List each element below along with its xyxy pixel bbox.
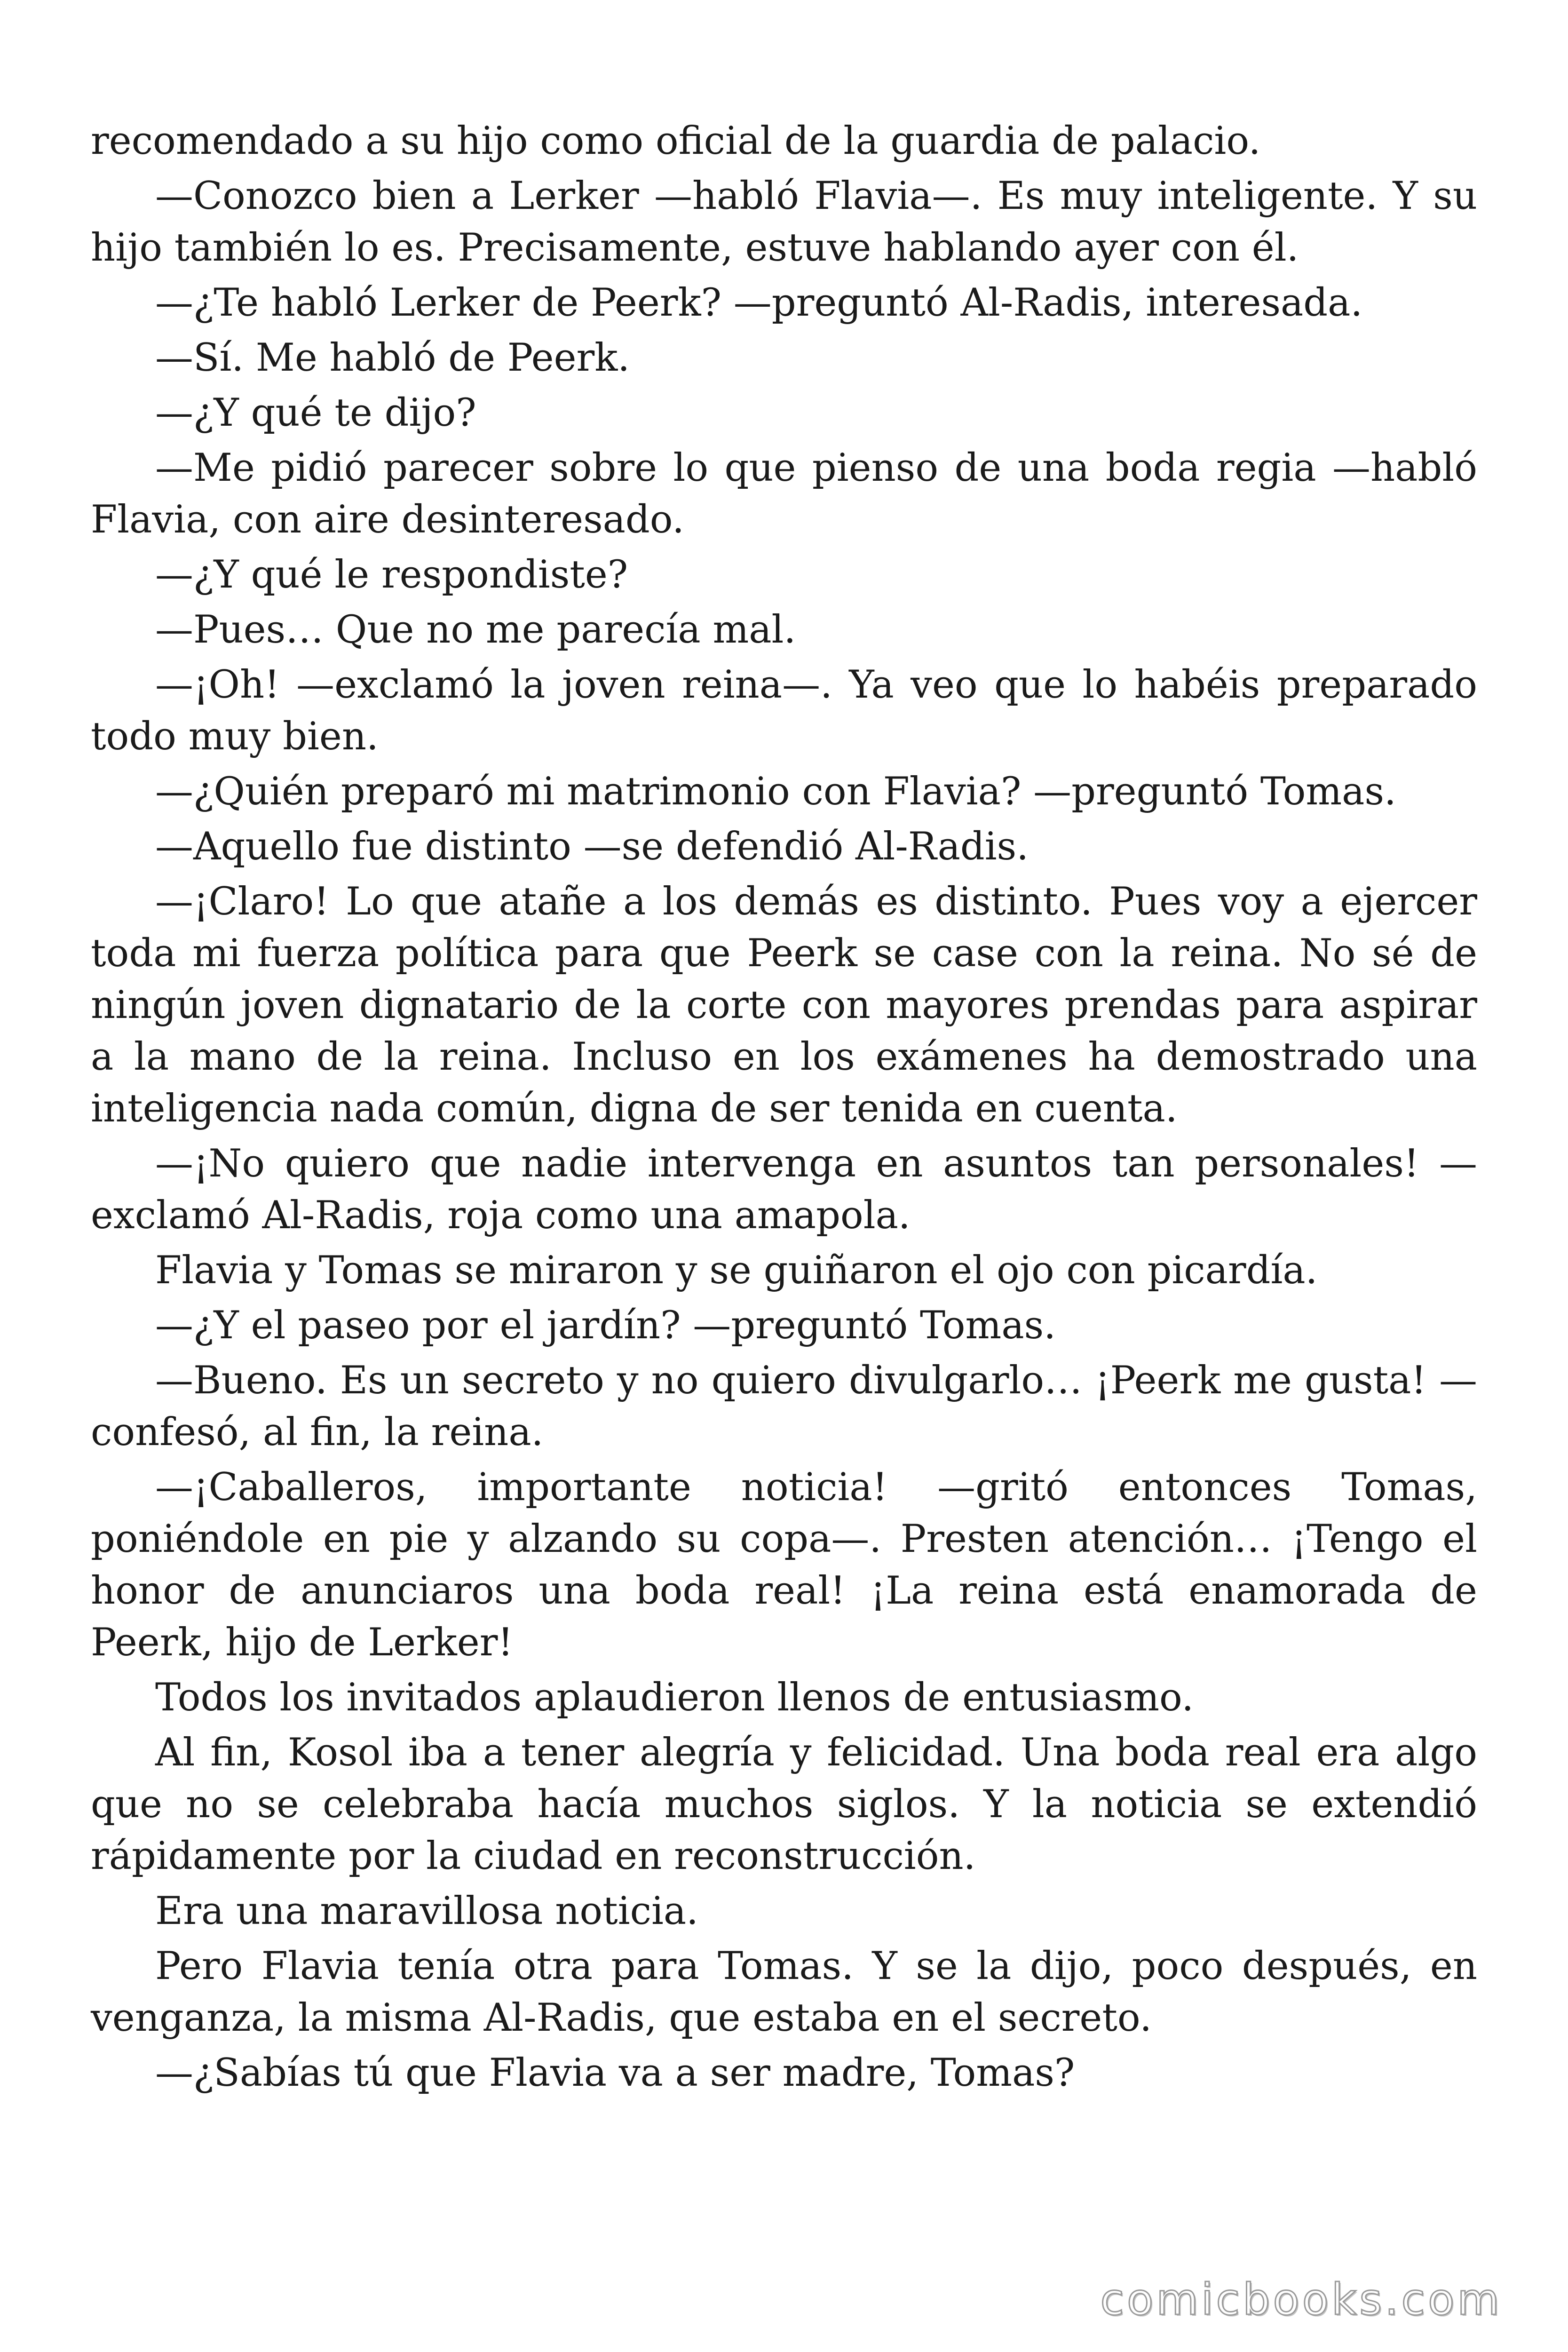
paragraph: —¿Te habló Lerker de Peerk? —preguntó Al-Radis, interesada. [155, 281, 1363, 325]
paragraph-continuation: recomendado a su hijo como oficial de la guardia de palacio. [91, 119, 1261, 163]
paragraph: —¡Caballeros, importante noticia! —gritó entonces Tomas, poniéndole en pie y alzando su copa—. Presten atención… ¡Tengo el honor de anunciaros una boda real! ¡La reina está enamorada de Peerk, hijo de Lerker! [91, 1465, 1477, 1665]
paragraph: —Bueno. Es un secreto y no quiero divulgarlo… ¡Peerk me gusta! —confesó, al fin, la reina. [91, 1359, 1477, 1454]
paragraph: Era una maravillosa noticia. [155, 1889, 698, 1933]
paragraph: —¿Y el paseo por el jardín? —preguntó Tomas. [155, 1303, 1056, 1348]
paragraph: Todos los invitados aplaudieron llenos de entusiasmo. [155, 1676, 1194, 1720]
paragraph: —Pues… Que no me parecía mal. [155, 608, 796, 652]
paragraph: —Conozco bien a Lerker —habló Flavia—. Es muy inteligente. Y su hijo también lo es. Precisamente, estuve hablando ayer con él. [91, 174, 1477, 270]
paragraph: —¿Y qué le respondiste? [155, 553, 628, 597]
body-text [91, 115, 1477, 2102]
paragraph: —Me pidió parecer sobre lo que pienso de una boda regia —habló Flavia, con aire desinteresado. [91, 446, 1477, 542]
paragraph: —¿Y qué te dijo? [155, 391, 476, 435]
paragraph: —¡Claro! Lo que atañe a los demás es distinto. Pues voy a ejercer toda mi fuerza política para que Peerk se case con la reina. No sé de ningún joven dignatario de la corte con mayores prendas para aspirar a la mano de la reina. Incluso en los exámenes ha demostrado una inteligencia nada común, digna de ser tenida en cuenta. [91, 880, 1477, 1131]
watermark: comicbooks.com [1100, 2274, 1502, 2325]
paragraph: —Aquello fue distinto —se defendió Al-Radis. [155, 825, 1029, 869]
paragraph: —¿Sabías tú que Flavia va a ser madre, Tomas? [155, 2051, 1075, 2095]
paragraph: —¡Oh! —exclamó la joven reina—. Ya veo que lo habéis preparado todo muy bien. [91, 663, 1477, 759]
paragraph: Pero Flavia tenía otra para Tomas. Y se la dijo, poco después, en venganza, la misma Al-Radis, que estaba en el secreto. [91, 1944, 1477, 2040]
paragraph: —¿Quién preparó mi matrimonio con Flavia? —preguntó Tomas. [155, 770, 1396, 814]
paragraph: Flavia y Tomas se miraron y se guiñaron el ojo con picardía. [155, 1248, 1318, 1293]
paragraph: —¡No quiero que nadie intervenga en asuntos tan personales! —exclamó Al-Radis, roja como una amapola. [91, 1142, 1477, 1238]
paragraph: —Sí. Me habló de Peerk. [155, 336, 630, 380]
paragraph: Al fin, Kosol iba a tener alegría y felicidad. Una boda real era algo que no se celebraba hacía muchos siglos. Y la noticia se extendió rápidamente por la ciudad en reconstrucción. [91, 1731, 1477, 1878]
